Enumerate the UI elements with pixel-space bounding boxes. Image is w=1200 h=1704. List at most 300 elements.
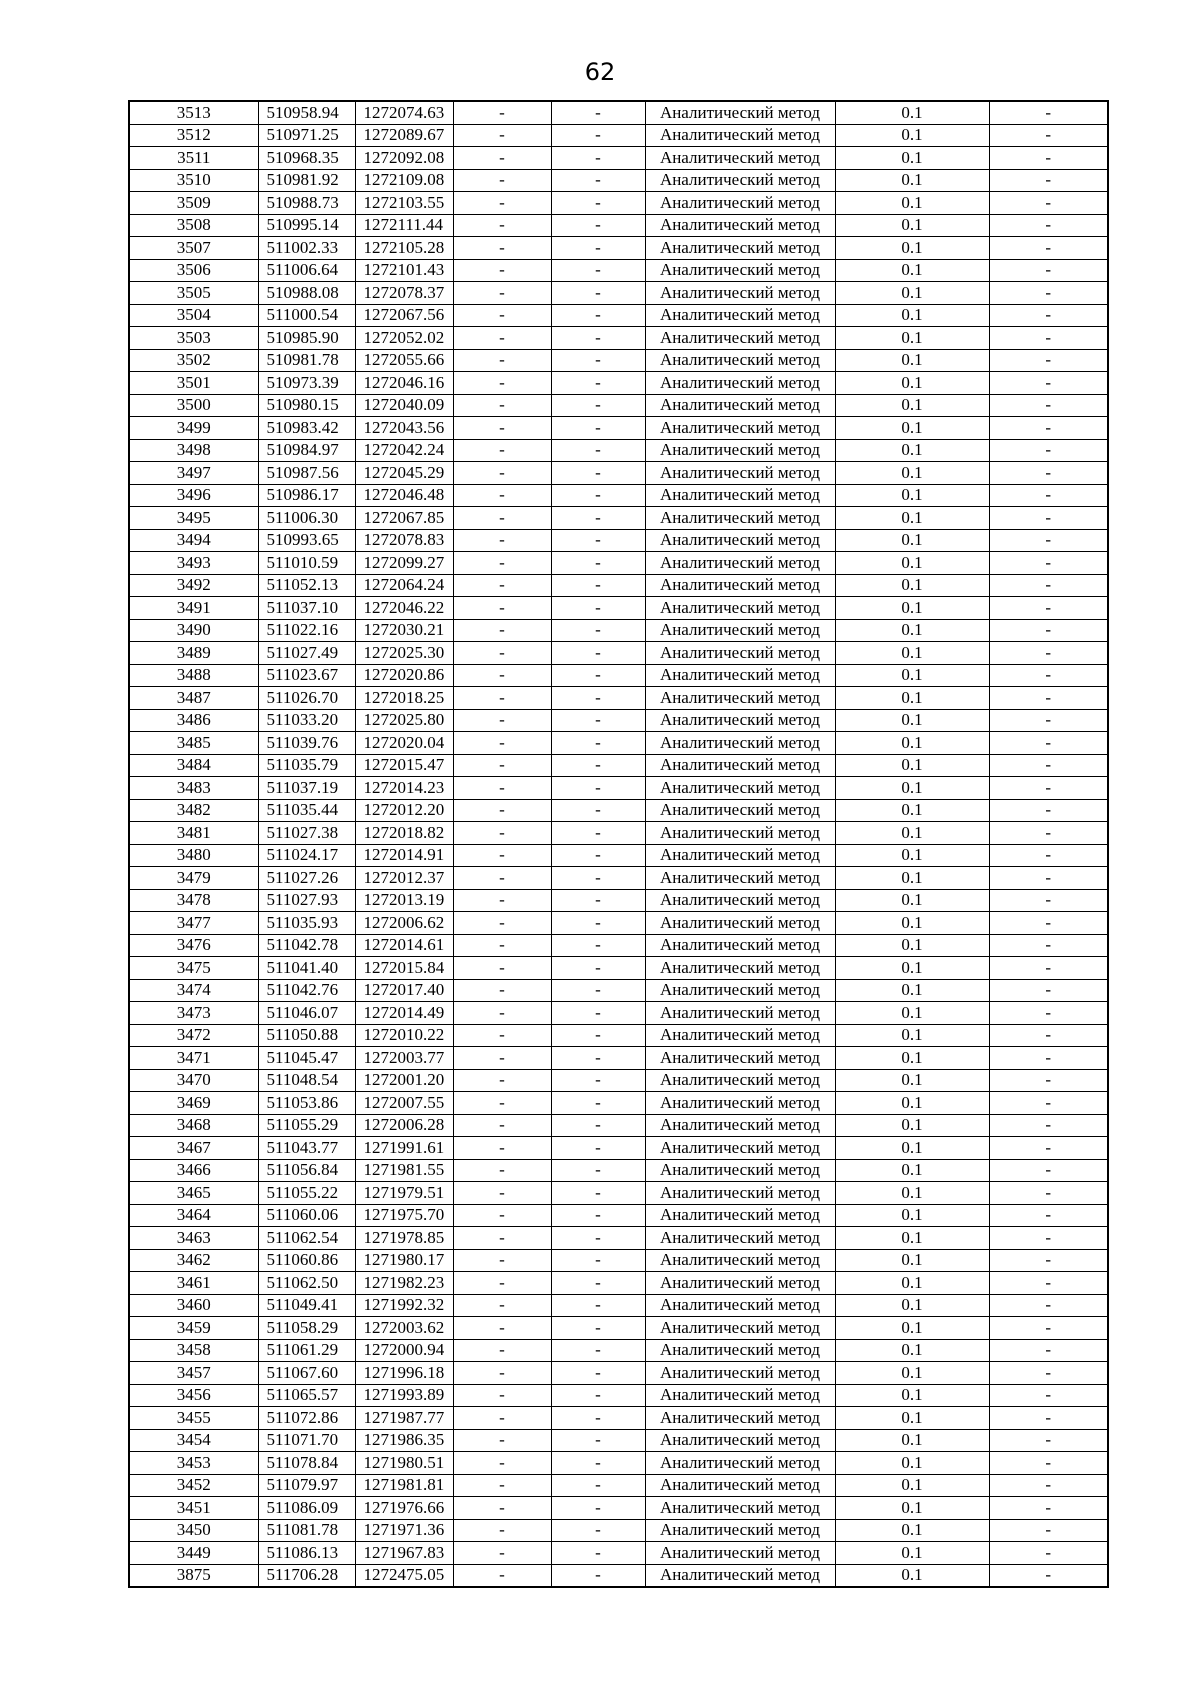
method-cell: Аналитический метод <box>645 1429 835 1452</box>
coord-x-cell: 511056.84 <box>258 1159 355 1182</box>
col-5-cell: - <box>551 867 645 890</box>
coord-x-cell: 511060.86 <box>258 1249 355 1272</box>
point-number-cell: 3487 <box>129 687 258 710</box>
method-cell: Аналитический метод <box>645 552 835 575</box>
accuracy-cell: 0.1 <box>835 664 989 687</box>
method-cell: Аналитический метод <box>645 619 835 642</box>
coord-x-cell: 510968.35 <box>258 147 355 170</box>
method-cell: Аналитический метод <box>645 192 835 215</box>
accuracy-cell: 0.1 <box>835 889 989 912</box>
coord-x-cell: 511071.70 <box>258 1429 355 1452</box>
coord-x-cell: 511027.93 <box>258 889 355 912</box>
accuracy-cell: 0.1 <box>835 642 989 665</box>
col-5-cell: - <box>551 1272 645 1295</box>
col-8-cell: - <box>989 147 1108 170</box>
point-number-cell: 3490 <box>129 619 258 642</box>
coord-y-cell: 1271980.17 <box>355 1249 453 1272</box>
point-number-cell: 3473 <box>129 1002 258 1025</box>
method-cell: Аналитический метод <box>645 934 835 957</box>
coord-y-cell: 1272045.29 <box>355 462 453 485</box>
col-4-cell: - <box>453 417 551 440</box>
coord-y-cell: 1272078.83 <box>355 529 453 552</box>
col-4-cell: - <box>453 304 551 327</box>
table-row <box>129 799 1108 822</box>
accuracy-cell: 0.1 <box>835 619 989 642</box>
coord-y-cell: 1272109.08 <box>355 169 453 192</box>
col-4-cell: - <box>453 147 551 170</box>
table-row <box>129 844 1108 867</box>
col-4-cell: - <box>453 1497 551 1520</box>
coord-x-cell: 510995.14 <box>258 214 355 237</box>
accuracy-cell: 0.1 <box>835 844 989 867</box>
point-number-cell: 3509 <box>129 192 258 215</box>
col-4-cell: - <box>453 1339 551 1362</box>
coord-x-cell: 511037.10 <box>258 597 355 620</box>
col-4-cell: - <box>453 799 551 822</box>
table-row <box>129 1317 1108 1340</box>
col-5-cell: - <box>551 484 645 507</box>
coord-x-cell: 511086.09 <box>258 1497 355 1520</box>
table-row <box>129 934 1108 957</box>
coord-y-cell: 1272111.44 <box>355 214 453 237</box>
point-number-cell: 3483 <box>129 777 258 800</box>
coord-x-cell: 510993.65 <box>258 529 355 552</box>
accuracy-cell: 0.1 <box>835 484 989 507</box>
accuracy-cell: 0.1 <box>835 1317 989 1340</box>
coord-y-cell: 1272018.82 <box>355 822 453 845</box>
col-4-cell: - <box>453 957 551 980</box>
coord-y-cell: 1272017.40 <box>355 979 453 1002</box>
accuracy-cell: 0.1 <box>835 1452 989 1475</box>
point-number-cell: 3499 <box>129 417 258 440</box>
accuracy-cell: 0.1 <box>835 507 989 530</box>
col-4-cell: - <box>453 214 551 237</box>
accuracy-cell: 0.1 <box>835 1137 989 1160</box>
point-number-cell: 3501 <box>129 372 258 395</box>
accuracy-cell: 0.1 <box>835 1002 989 1025</box>
point-number-cell: 3512 <box>129 124 258 147</box>
method-cell: Аналитический метод <box>645 1024 835 1047</box>
table-row <box>129 124 1108 147</box>
coord-x-cell: 511042.76 <box>258 979 355 1002</box>
coord-x-cell: 511041.40 <box>258 957 355 980</box>
point-number-cell: 3454 <box>129 1429 258 1452</box>
point-number-cell: 3498 <box>129 439 258 462</box>
accuracy-cell: 0.1 <box>835 327 989 350</box>
table-row <box>129 709 1108 732</box>
point-number-cell: 3492 <box>129 574 258 597</box>
col-8-cell: - <box>989 1069 1108 1092</box>
method-cell: Аналитический метод <box>645 777 835 800</box>
col-8-cell: - <box>989 349 1108 372</box>
coord-x-cell: 511006.30 <box>258 507 355 530</box>
point-number-cell: 3478 <box>129 889 258 912</box>
col-5-cell: - <box>551 687 645 710</box>
coord-x-cell: 511027.49 <box>258 642 355 665</box>
col-5-cell: - <box>551 597 645 620</box>
coord-x-cell: 511035.79 <box>258 754 355 777</box>
col-4-cell: - <box>453 259 551 282</box>
accuracy-cell: 0.1 <box>835 754 989 777</box>
method-cell: Аналитический метод <box>645 1227 835 1250</box>
coord-y-cell: 1272014.61 <box>355 934 453 957</box>
col-5-cell: - <box>551 1407 645 1430</box>
col-4-cell: - <box>453 124 551 147</box>
col-5-cell: - <box>551 169 645 192</box>
coord-x-cell: 511079.97 <box>258 1474 355 1497</box>
col-5-cell: - <box>551 462 645 485</box>
coord-x-cell: 511065.57 <box>258 1384 355 1407</box>
point-number-cell: 3456 <box>129 1384 258 1407</box>
col-5-cell: - <box>551 1249 645 1272</box>
method-cell: Аналитический метод <box>645 709 835 732</box>
method-cell: Аналитический метод <box>645 124 835 147</box>
table-row <box>129 754 1108 777</box>
coord-y-cell: 1272001.20 <box>355 1069 453 1092</box>
coord-x-cell: 510985.90 <box>258 327 355 350</box>
coord-y-cell: 1271996.18 <box>355 1362 453 1385</box>
method-cell: Аналитический метод <box>645 979 835 1002</box>
table-row <box>129 732 1108 755</box>
coord-x-cell: 510973.39 <box>258 372 355 395</box>
col-8-cell: - <box>989 664 1108 687</box>
table-row <box>129 777 1108 800</box>
table-row <box>129 1542 1108 1565</box>
col-4-cell: - <box>453 642 551 665</box>
table-row <box>129 147 1108 170</box>
table-row <box>129 1384 1108 1407</box>
col-8-cell: - <box>989 1474 1108 1497</box>
point-number-cell: 3513 <box>129 101 258 124</box>
col-4-cell: - <box>453 1317 551 1340</box>
accuracy-cell: 0.1 <box>835 799 989 822</box>
accuracy-cell: 0.1 <box>835 304 989 327</box>
col-4-cell: - <box>453 192 551 215</box>
col-4-cell: - <box>453 1204 551 1227</box>
method-cell: Аналитический метод <box>645 574 835 597</box>
coord-x-cell: 511062.54 <box>258 1227 355 1250</box>
col-8-cell: - <box>989 1227 1108 1250</box>
accuracy-cell: 0.1 <box>835 237 989 260</box>
col-8-cell: - <box>989 732 1108 755</box>
method-cell: Аналитический метод <box>645 957 835 980</box>
coord-x-cell: 511023.67 <box>258 664 355 687</box>
coord-x-cell: 511046.07 <box>258 1002 355 1025</box>
col-5-cell: - <box>551 439 645 462</box>
accuracy-cell: 0.1 <box>835 1519 989 1542</box>
coord-y-cell: 1272014.91 <box>355 844 453 867</box>
coord-x-cell: 510981.92 <box>258 169 355 192</box>
method-cell: Аналитический метод <box>645 1497 835 1520</box>
table-row <box>129 1002 1108 1025</box>
point-number-cell: 3510 <box>129 169 258 192</box>
accuracy-cell: 0.1 <box>835 394 989 417</box>
col-8-cell: - <box>989 417 1108 440</box>
col-8-cell: - <box>989 282 1108 305</box>
table-row <box>129 642 1108 665</box>
coord-x-cell: 511024.17 <box>258 844 355 867</box>
accuracy-cell: 0.1 <box>835 574 989 597</box>
col-4-cell: - <box>453 1227 551 1250</box>
table-row <box>129 1362 1108 1385</box>
coord-y-cell: 1271981.81 <box>355 1474 453 1497</box>
point-number-cell: 3496 <box>129 484 258 507</box>
point-number-cell: 3494 <box>129 529 258 552</box>
accuracy-cell: 0.1 <box>835 1294 989 1317</box>
coord-x-cell: 511053.86 <box>258 1092 355 1115</box>
method-cell: Аналитический метод <box>645 642 835 665</box>
col-8-cell: - <box>989 1429 1108 1452</box>
coord-x-cell: 511086.13 <box>258 1542 355 1565</box>
col-8-cell: - <box>989 1317 1108 1340</box>
accuracy-cell: 0.1 <box>835 1407 989 1430</box>
point-number-cell: 3468 <box>129 1114 258 1137</box>
col-4-cell: - <box>453 1159 551 1182</box>
coord-y-cell: 1271979.51 <box>355 1182 453 1205</box>
col-8-cell: - <box>989 1002 1108 1025</box>
accuracy-cell: 0.1 <box>835 1047 989 1070</box>
col-8-cell: - <box>989 799 1108 822</box>
col-8-cell: - <box>989 552 1108 575</box>
coord-x-cell: 510971.25 <box>258 124 355 147</box>
col-5-cell: - <box>551 1497 645 1520</box>
col-4-cell: - <box>453 1114 551 1137</box>
table-row <box>129 822 1108 845</box>
col-5-cell: - <box>551 1024 645 1047</box>
col-4-cell: - <box>453 889 551 912</box>
coord-y-cell: 1271987.77 <box>355 1407 453 1430</box>
point-number-cell: 3463 <box>129 1227 258 1250</box>
col-4-cell: - <box>453 484 551 507</box>
coord-y-cell: 1272040.09 <box>355 394 453 417</box>
point-number-cell: 3503 <box>129 327 258 350</box>
col-8-cell: - <box>989 912 1108 935</box>
col-5-cell: - <box>551 192 645 215</box>
col-5-cell: - <box>551 1294 645 1317</box>
col-8-cell: - <box>989 777 1108 800</box>
col-8-cell: - <box>989 507 1108 530</box>
coordinates-table <box>128 100 1109 1588</box>
point-number-cell: 3476 <box>129 934 258 957</box>
point-number-cell: 3470 <box>129 1069 258 1092</box>
col-8-cell: - <box>989 304 1108 327</box>
col-4-cell: - <box>453 1294 551 1317</box>
col-4-cell: - <box>453 844 551 867</box>
point-number-cell: 3495 <box>129 507 258 530</box>
coord-x-cell: 511045.47 <box>258 1047 355 1070</box>
point-number-cell: 3493 <box>129 552 258 575</box>
coord-y-cell: 1272006.62 <box>355 912 453 935</box>
col-4-cell: - <box>453 1272 551 1295</box>
coord-y-cell: 1272101.43 <box>355 259 453 282</box>
coord-y-cell: 1272052.02 <box>355 327 453 350</box>
col-5-cell: - <box>551 1204 645 1227</box>
col-5-cell: - <box>551 1137 645 1160</box>
method-cell: Аналитический метод <box>645 867 835 890</box>
col-4-cell: - <box>453 687 551 710</box>
accuracy-cell: 0.1 <box>835 417 989 440</box>
col-8-cell: - <box>989 462 1108 485</box>
accuracy-cell: 0.1 <box>835 1227 989 1250</box>
coord-x-cell: 511000.54 <box>258 304 355 327</box>
method-cell: Аналитический метод <box>645 1137 835 1160</box>
col-4-cell: - <box>453 1024 551 1047</box>
col-8-cell: - <box>989 1204 1108 1227</box>
accuracy-cell: 0.1 <box>835 1542 989 1565</box>
coord-x-cell: 511037.19 <box>258 777 355 800</box>
accuracy-cell: 0.1 <box>835 282 989 305</box>
col-4-cell: - <box>453 462 551 485</box>
col-5-cell: - <box>551 619 645 642</box>
coord-x-cell: 511062.50 <box>258 1272 355 1295</box>
col-5-cell: - <box>551 124 645 147</box>
col-4-cell: - <box>453 619 551 642</box>
col-4-cell: - <box>453 754 551 777</box>
table-row <box>129 169 1108 192</box>
coord-x-cell: 511010.59 <box>258 552 355 575</box>
coord-y-cell: 1272067.56 <box>355 304 453 327</box>
method-cell: Аналитический метод <box>645 1182 835 1205</box>
accuracy-cell: 0.1 <box>835 1339 989 1362</box>
coord-x-cell: 510980.15 <box>258 394 355 417</box>
col-5-cell: - <box>551 304 645 327</box>
table-row <box>129 1497 1108 1520</box>
col-4-cell: - <box>453 709 551 732</box>
col-4-cell: - <box>453 822 551 845</box>
table-row <box>129 1519 1108 1542</box>
coord-y-cell: 1271976.66 <box>355 1497 453 1520</box>
accuracy-cell: 0.1 <box>835 822 989 845</box>
col-4-cell: - <box>453 507 551 530</box>
col-4-cell: - <box>453 327 551 350</box>
point-number-cell: 3875 <box>129 1564 258 1587</box>
method-cell: Аналитический метод <box>645 1542 835 1565</box>
col-5-cell: - <box>551 1519 645 1542</box>
table-row <box>129 912 1108 935</box>
coord-y-cell: 1271971.36 <box>355 1519 453 1542</box>
table-row <box>129 462 1108 485</box>
col-5-cell: - <box>551 1159 645 1182</box>
coord-x-cell: 511060.06 <box>258 1204 355 1227</box>
coord-y-cell: 1272015.47 <box>355 754 453 777</box>
col-8-cell: - <box>989 1452 1108 1475</box>
coord-y-cell: 1272064.24 <box>355 574 453 597</box>
col-4-cell: - <box>453 552 551 575</box>
coord-y-cell: 1272099.27 <box>355 552 453 575</box>
table-row <box>129 1474 1108 1497</box>
accuracy-cell: 0.1 <box>835 732 989 755</box>
point-number-cell: 3464 <box>129 1204 258 1227</box>
table-row <box>129 1339 1108 1362</box>
coord-x-cell: 510988.73 <box>258 192 355 215</box>
col-4-cell: - <box>453 282 551 305</box>
table-row <box>129 372 1108 395</box>
method-cell: Аналитический метод <box>645 394 835 417</box>
point-number-cell: 3474 <box>129 979 258 1002</box>
coord-x-cell: 511027.38 <box>258 822 355 845</box>
method-cell: Аналитический метод <box>645 1204 835 1227</box>
table-body <box>129 101 1108 1587</box>
col-8-cell: - <box>989 1092 1108 1115</box>
coord-x-cell: 511706.28 <box>258 1564 355 1587</box>
col-4-cell: - <box>453 979 551 1002</box>
accuracy-cell: 0.1 <box>835 529 989 552</box>
coord-x-cell: 511081.78 <box>258 1519 355 1542</box>
coord-x-cell: 510981.78 <box>258 349 355 372</box>
table-row <box>129 979 1108 1002</box>
accuracy-cell: 0.1 <box>835 1024 989 1047</box>
coord-y-cell: 1272089.67 <box>355 124 453 147</box>
accuracy-cell: 0.1 <box>835 934 989 957</box>
col-8-cell: - <box>989 394 1108 417</box>
accuracy-cell: 0.1 <box>835 1069 989 1092</box>
table-row <box>129 327 1108 350</box>
method-cell: Аналитический метод <box>645 214 835 237</box>
col-5-cell: - <box>551 957 645 980</box>
col-4-cell: - <box>453 1452 551 1475</box>
col-5-cell: - <box>551 214 645 237</box>
col-4-cell: - <box>453 934 551 957</box>
accuracy-cell: 0.1 <box>835 1384 989 1407</box>
coord-y-cell: 1271967.83 <box>355 1542 453 1565</box>
col-5-cell: - <box>551 1474 645 1497</box>
accuracy-cell: 0.1 <box>835 687 989 710</box>
col-4-cell: - <box>453 1429 551 1452</box>
coord-x-cell: 511022.16 <box>258 619 355 642</box>
col-5-cell: - <box>551 282 645 305</box>
point-number-cell: 3459 <box>129 1317 258 1340</box>
col-8-cell: - <box>989 1047 1108 1070</box>
point-number-cell: 3486 <box>129 709 258 732</box>
method-cell: Аналитический метод <box>645 507 835 530</box>
accuracy-cell: 0.1 <box>835 1362 989 1385</box>
col-5-cell: - <box>551 642 645 665</box>
coord-y-cell: 1272012.37 <box>355 867 453 890</box>
method-cell: Аналитический метод <box>645 597 835 620</box>
point-number-cell: 3453 <box>129 1452 258 1475</box>
coord-x-cell: 511035.44 <box>258 799 355 822</box>
coord-x-cell: 511055.29 <box>258 1114 355 1137</box>
col-5-cell: - <box>551 709 645 732</box>
coord-x-cell: 511027.26 <box>258 867 355 890</box>
col-5-cell: - <box>551 147 645 170</box>
col-8-cell: - <box>989 327 1108 350</box>
col-5-cell: - <box>551 1047 645 1070</box>
point-number-cell: 3482 <box>129 799 258 822</box>
table-row <box>129 237 1108 260</box>
method-cell: Аналитический метод <box>645 754 835 777</box>
coord-x-cell: 511042.78 <box>258 934 355 957</box>
point-number-cell: 3457 <box>129 1362 258 1385</box>
coord-y-cell: 1272067.85 <box>355 507 453 530</box>
col-4-cell: - <box>453 597 551 620</box>
accuracy-cell: 0.1 <box>835 1564 989 1587</box>
coord-y-cell: 1272030.21 <box>355 619 453 642</box>
col-5-cell: - <box>551 912 645 935</box>
method-cell: Аналитический метод <box>645 304 835 327</box>
accuracy-cell: 0.1 <box>835 1249 989 1272</box>
point-number-cell: 3462 <box>129 1249 258 1272</box>
accuracy-cell: 0.1 <box>835 192 989 215</box>
col-4-cell: - <box>453 169 551 192</box>
table-row <box>129 439 1108 462</box>
table-row <box>129 619 1108 642</box>
table-row <box>129 1294 1108 1317</box>
table-row <box>129 1092 1108 1115</box>
col-5-cell: - <box>551 101 645 124</box>
col-5-cell: - <box>551 844 645 867</box>
coord-x-cell: 511033.20 <box>258 709 355 732</box>
